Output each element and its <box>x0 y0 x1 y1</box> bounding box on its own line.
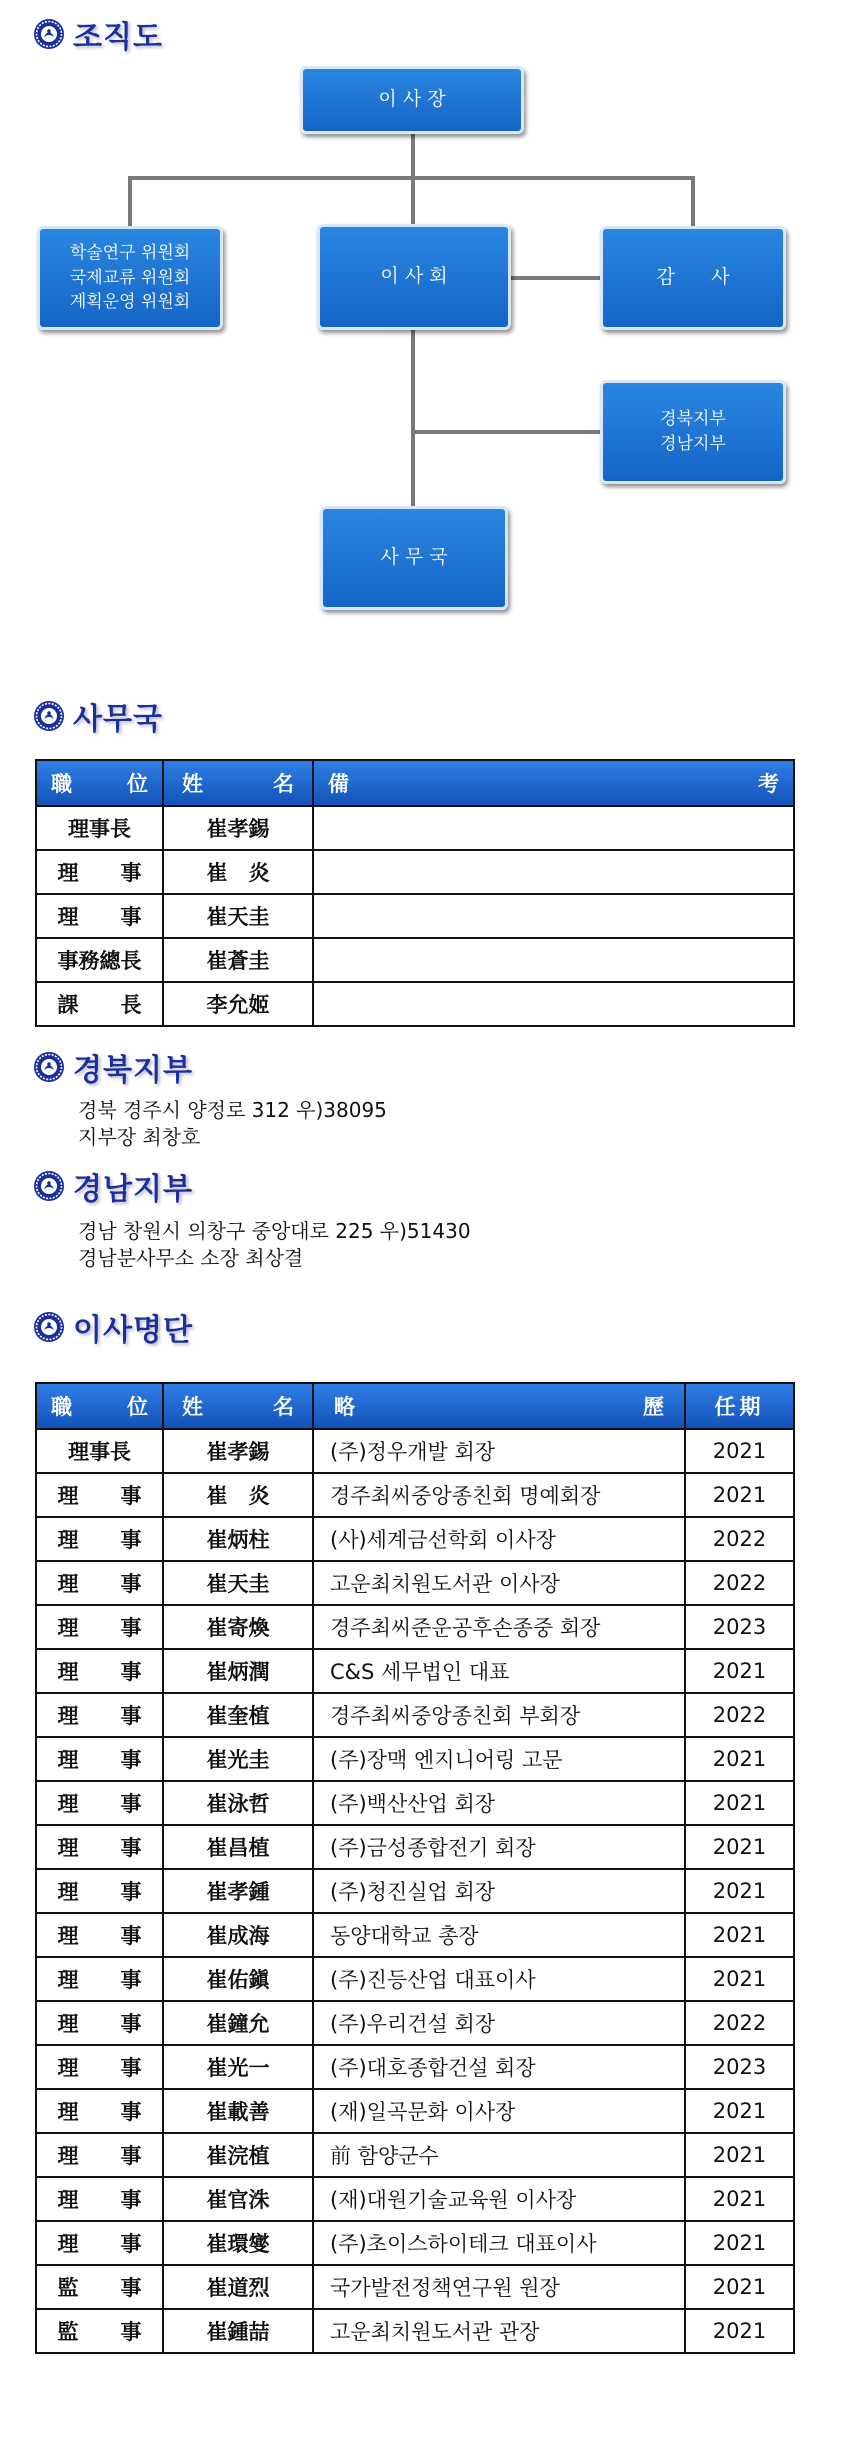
header-name: 姓 名 <box>163 1383 313 1429</box>
header-name: 姓 名 <box>163 760 313 806</box>
directors-section-title <box>33 1307 193 1347</box>
gyeongnam-info <box>78 1218 471 1272</box>
name-cell: 崔浣植 <box>163 2133 313 2177</box>
gyeongbuk-address: 경북 경주시 양정로 312 우)38095 <box>78 1098 387 1122</box>
position-cell: 理 事 <box>36 2089 163 2133</box>
position-cell: 理 事 <box>36 1781 163 1825</box>
term-cell: 2021 <box>685 1473 794 1517</box>
name-cell: 崔孝錫 <box>163 1429 313 1473</box>
table-row <box>36 1869 794 1913</box>
table-row <box>36 1957 794 2001</box>
committee-1: 학술연구 위원회 <box>69 243 191 264</box>
name-cell: 崔奎植 <box>163 1693 313 1737</box>
term-cell: 2021 <box>685 1429 794 1473</box>
gyeongnam-title: 경남지부 <box>73 1172 193 1207</box>
chairman-box <box>300 66 524 134</box>
career-cell: (주)진등산업 대표이사 <box>313 1957 685 2001</box>
position-cell: 理 事 <box>36 894 163 938</box>
career-cell: 국가발전정책연구원 원장 <box>313 2265 685 2309</box>
directors-table <box>35 1382 795 2354</box>
term-cell: 2021 <box>685 1781 794 1825</box>
term-cell: 2022 <box>685 1693 794 1737</box>
secretariat-box <box>320 506 508 610</box>
header-note: 備 考 <box>313 760 794 806</box>
position-cell: 課 長 <box>36 982 163 1026</box>
note-cell <box>313 982 794 1026</box>
table-row <box>36 2309 794 2353</box>
table-row <box>36 850 794 894</box>
career-cell: (주)금성종합전기 회장 <box>313 1825 685 1869</box>
table-row <box>36 2177 794 2221</box>
name-cell: 崔孝錫 <box>163 806 313 850</box>
term-cell: 2022 <box>685 2001 794 2045</box>
career-cell: (주)장맥 엔지니어링 고문 <box>313 1737 685 1781</box>
position-cell: 監 事 <box>36 2309 163 2353</box>
position-cell: 理 事 <box>36 1825 163 1869</box>
name-cell: 崔鍾喆 <box>163 2309 313 2353</box>
name-cell: 崔炳柱 <box>163 1517 313 1561</box>
position-cell: 理 事 <box>36 1693 163 1737</box>
name-cell: 崔昌植 <box>163 1825 313 1869</box>
term-cell: 2021 <box>685 1649 794 1693</box>
name-cell: 崔環燮 <box>163 2221 313 2265</box>
position-cell: 理 事 <box>36 2045 163 2089</box>
position-cell: 理 事 <box>36 1605 163 1649</box>
position-cell: 事務總長 <box>36 938 163 982</box>
emblem-icon <box>33 1170 65 1202</box>
name-cell: 崔蒼圭 <box>163 938 313 982</box>
career-cell: (주)대호종합건설 회장 <box>313 2045 685 2089</box>
directors-title: 이사명단 <box>73 1313 193 1348</box>
note-cell <box>313 938 794 982</box>
name-cell: 崔成海 <box>163 1913 313 1957</box>
career-cell: 前 함양군수 <box>313 2133 685 2177</box>
header-career: 略 歷 <box>313 1383 685 1429</box>
position-cell: 理 事 <box>36 2221 163 2265</box>
career-cell: (주)우리건설 회장 <box>313 2001 685 2045</box>
table-row <box>36 1649 794 1693</box>
org-chart <box>0 0 844 640</box>
office-section-title <box>33 696 163 736</box>
career-cell: 동양대학교 총장 <box>313 1913 685 1957</box>
committee-3: 계획운영 위원회 <box>69 292 191 313</box>
name-cell: 崔孝鍾 <box>163 1869 313 1913</box>
office-table <box>35 759 795 1027</box>
term-cell: 2021 <box>685 1737 794 1781</box>
board-label: 이 사 회 <box>380 265 448 288</box>
auditor-label: 감 사 <box>656 266 730 289</box>
position-cell: 理 事 <box>36 1561 163 1605</box>
gyeongbuk-title: 경북지부 <box>73 1053 193 1088</box>
table-row <box>36 1429 794 1473</box>
career-cell: (주)초이스하이테크 대표이사 <box>313 2221 685 2265</box>
name-cell: 崔天圭 <box>163 894 313 938</box>
position-cell: 理 事 <box>36 2133 163 2177</box>
career-cell: 경주최씨준운공후손종중 회장 <box>313 1605 685 1649</box>
position-cell: 監 事 <box>36 2265 163 2309</box>
table-row <box>36 1737 794 1781</box>
term-cell: 2021 <box>685 1913 794 1957</box>
header-position: 職 位 <box>36 760 163 806</box>
career-cell: (사)세계금선학회 이사장 <box>313 1517 685 1561</box>
emblem-icon <box>33 1051 65 1083</box>
org-title: 조직도 <box>73 20 163 55</box>
note-cell <box>313 894 794 938</box>
position-cell: 理 事 <box>36 1473 163 1517</box>
position-cell: 理 事 <box>36 1649 163 1693</box>
emblem-icon <box>33 1311 65 1343</box>
table-row <box>36 2045 794 2089</box>
table-row <box>36 938 794 982</box>
board-box <box>317 224 511 330</box>
table-row <box>36 1913 794 1957</box>
name-cell: 崔天圭 <box>163 1561 313 1605</box>
header-term: 任期 <box>685 1383 794 1429</box>
career-cell: 고운최치원도서관 이사장 <box>313 1561 685 1605</box>
table-row <box>36 2265 794 2309</box>
name-cell: 崔佑鎭 <box>163 1957 313 2001</box>
table-row <box>36 1517 794 1561</box>
term-cell: 2021 <box>685 2221 794 2265</box>
gyeongnam-address: 경남 창원시 의창구 중앙대로 225 우)51430 <box>78 1219 471 1243</box>
table-row <box>36 894 794 938</box>
term-cell: 2021 <box>685 2177 794 2221</box>
directors-table-header <box>36 1383 794 1429</box>
career-cell: (주)청진실업 회장 <box>313 1869 685 1913</box>
position-cell: 理 事 <box>36 1913 163 1957</box>
career-cell: (재)일곡문화 이사장 <box>313 2089 685 2133</box>
term-cell: 2021 <box>685 2089 794 2133</box>
gyeongbuk-head: 지부장 최창호 <box>78 1125 201 1149</box>
position-cell: 理 事 <box>36 1869 163 1913</box>
header-position: 職 位 <box>36 1383 163 1429</box>
name-cell: 崔載善 <box>163 2089 313 2133</box>
table-row <box>36 2001 794 2045</box>
term-cell: 2021 <box>685 1957 794 2001</box>
position-cell: 理 事 <box>36 2177 163 2221</box>
term-cell: 2023 <box>685 1605 794 1649</box>
note-cell <box>313 806 794 850</box>
name-cell: 崔道烈 <box>163 2265 313 2309</box>
table-row <box>36 2089 794 2133</box>
position-cell: 理 事 <box>36 1957 163 2001</box>
term-cell: 2021 <box>685 2309 794 2353</box>
table-row <box>36 1781 794 1825</box>
name-cell: 崔泳哲 <box>163 1781 313 1825</box>
term-cell: 2021 <box>685 1825 794 1869</box>
name-cell: 崔官洙 <box>163 2177 313 2221</box>
position-cell: 理 事 <box>36 2001 163 2045</box>
auditor-box <box>600 226 786 330</box>
position-cell: 理事長 <box>36 806 163 850</box>
branch-2: 경남지부 <box>660 434 726 454</box>
emblem-icon <box>33 700 65 732</box>
table-row <box>36 1693 794 1737</box>
gyeongnam-head: 경남분사무소 소장 최상결 <box>78 1246 304 1270</box>
career-cell: 고운최치원도서관 관장 <box>313 2309 685 2353</box>
term-cell: 2021 <box>685 2133 794 2177</box>
table-row <box>36 982 794 1026</box>
table-row <box>36 806 794 850</box>
branch-1: 경북지부 <box>660 409 726 430</box>
name-cell: 崔寄煥 <box>163 1605 313 1649</box>
career-cell: (주)백산산업 회장 <box>313 1781 685 1825</box>
name-cell: 崔炳潤 <box>163 1649 313 1693</box>
position-cell: 理 事 <box>36 1517 163 1561</box>
gyeongnam-section-title <box>33 1166 193 1206</box>
career-cell: (주)정우개발 회장 <box>313 1429 685 1473</box>
name-cell: 崔 炎 <box>163 1473 313 1517</box>
office-title: 사무국 <box>73 702 163 737</box>
career-cell: C&S 세무법인 대표 <box>313 1649 685 1693</box>
table-row <box>36 1561 794 1605</box>
name-cell: 崔鐘允 <box>163 2001 313 2045</box>
committees-box <box>37 226 223 330</box>
term-cell: 2022 <box>685 1561 794 1605</box>
name-cell: 崔光一 <box>163 2045 313 2089</box>
position-cell: 理 事 <box>36 850 163 894</box>
table-row <box>36 1825 794 1869</box>
career-cell: (재)대원기술교육원 이사장 <box>313 2177 685 2221</box>
table-row <box>36 1473 794 1517</box>
table-row <box>36 1605 794 1649</box>
table-row <box>36 2133 794 2177</box>
career-cell: 경주최씨중앙종친회 부회장 <box>313 1693 685 1737</box>
name-cell: 崔 炎 <box>163 850 313 894</box>
term-cell: 2023 <box>685 2045 794 2089</box>
table-row <box>36 2221 794 2265</box>
branches-box <box>600 380 786 484</box>
position-cell: 理 事 <box>36 1737 163 1781</box>
position-cell: 理事長 <box>36 1429 163 1473</box>
secretariat-label: 사 무 국 <box>380 546 448 569</box>
term-cell: 2021 <box>685 1869 794 1913</box>
gyeongbuk-section-title <box>33 1047 193 1087</box>
name-cell: 李允姬 <box>163 982 313 1026</box>
office-table-header <box>36 760 794 806</box>
gyeongbuk-info <box>78 1097 387 1151</box>
note-cell <box>313 850 794 894</box>
term-cell: 2021 <box>685 2265 794 2309</box>
term-cell: 2022 <box>685 1517 794 1561</box>
career-cell: 경주최씨중앙종친회 명예회장 <box>313 1473 685 1517</box>
name-cell: 崔光圭 <box>163 1737 313 1781</box>
committee-2: 국제교류 위원회 <box>69 267 191 288</box>
chairman-label: 이 사 장 <box>378 88 446 111</box>
